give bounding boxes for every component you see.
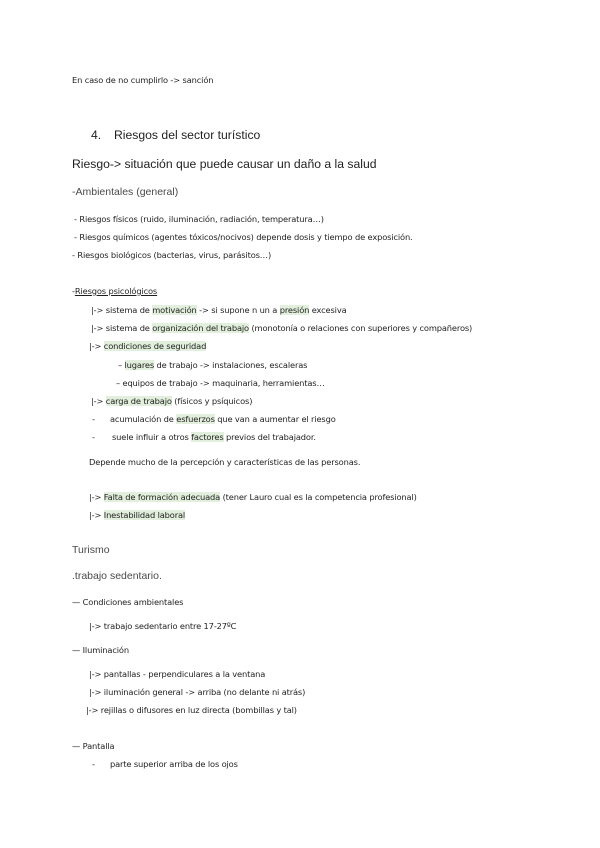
pantalla-heading: — Pantalla <box>72 741 115 751</box>
factores-bullet: - <box>92 432 95 442</box>
organizacion-prefix: |-> sistema de <box>91 323 153 333</box>
falta-suffix: (tener Lauro cual es la competencia profesional) <box>220 492 417 502</box>
parte-bullet: - <box>92 759 95 769</box>
motivacion-suffix: excesiva <box>309 305 347 315</box>
factores-suffix: previos del trabajador. <box>223 432 316 442</box>
section-4-title: Riesgos del sector turístico <box>114 128 261 142</box>
condiciones-highlight: condiciones de seguridad <box>103 341 207 351</box>
esfuerzos-highlight: esfuerzos <box>176 414 215 424</box>
falta-prefix: |-> <box>89 492 104 502</box>
carga-suffix: (físicos y psíquicos) <box>171 396 253 406</box>
esfuerzos-line <box>110 414 336 424</box>
inestabilidad-line <box>89 510 185 520</box>
riesgos-biologicos: - Riesgos biológicos (bacterias, virus, parásitos…) <box>72 250 272 260</box>
esfuerzos-prefix: acumulación de <box>110 414 177 424</box>
carga-highlight: carga de trabajo <box>105 396 172 406</box>
lugares-line <box>118 360 307 370</box>
iluminacion-general-line: |-> iluminación general -> arriba (no delante ni atrás) <box>89 687 306 697</box>
falta-highlight: Falta de formación adecuada <box>103 492 221 502</box>
ambientales-heading: -Ambientales (general) <box>72 186 179 198</box>
pantallas-line: |-> pantallas - perpendiculares a la ventana <box>89 669 266 679</box>
factores-line <box>112 432 316 442</box>
factores-highlight: factores <box>191 432 224 442</box>
organizacion-line <box>91 323 472 333</box>
sedentario-line: .trabajo sedentario. <box>72 570 162 582</box>
riesgos-fisicos: - Riesgos físicos (ruido, iluminación, radiación, temperatura…) <box>74 214 324 224</box>
depende-line: Depende mucho de la percepción y características de las personas. <box>89 457 361 467</box>
lugares-suffix: de trabajo -> instalaciones, escaleras <box>154 360 308 370</box>
equipos-line: – equipos de trabajo -> maquinaria, herramientas… <box>116 378 325 388</box>
inestabilidad-prefix: |-> <box>89 510 104 520</box>
psicologicos-text: Riesgos psicológicos <box>74 286 158 296</box>
lugares-dash: – <box>118 360 125 370</box>
condiciones-prefix: |-> <box>89 341 104 351</box>
presion-highlight: presión <box>279 305 310 315</box>
motivacion-middle: -> si supone n un a <box>196 305 280 315</box>
carga-prefix: |-> <box>91 396 106 406</box>
iluminacion-heading: — Iluminación <box>72 645 129 655</box>
condiciones-seguridad-line <box>89 341 206 351</box>
sancion-line: En caso de no cumplirlo -> sanción <box>72 75 214 85</box>
organizacion-suffix: (monotonía o relaciones con superiores y compañeros) <box>248 323 473 333</box>
motivacion-highlight: motivación <box>152 305 197 315</box>
temperatura-line: |-> trabajo sedentario entre 17-27ºC <box>89 621 237 631</box>
esfuerzos-suffix: que van a aumentar el riesgo <box>214 414 336 424</box>
inestabilidad-highlight: Inestabilidad laboral <box>103 510 186 520</box>
turismo-heading: Turismo <box>72 544 110 556</box>
falta-formacion-line <box>89 492 417 502</box>
esfuerzos-bullet: - <box>92 414 95 424</box>
condiciones-ambientales-heading: — Condiciones ambientales <box>72 597 184 607</box>
organizacion-highlight: organización del trabajo <box>152 323 249 333</box>
psicologicos-dash: - <box>72 286 75 296</box>
motivacion-line <box>91 305 347 315</box>
section-4-number: 4. <box>91 128 102 142</box>
psicologicos-heading <box>72 286 157 296</box>
riesgos-quimicos: - Riesgos químicos (agentes tóxicos/nocivos) depende dosis y tiempo de exposición. <box>74 232 413 242</box>
factores-prefix: suele influir a otros <box>112 432 192 442</box>
motivacion-prefix: |-> sistema de <box>91 305 153 315</box>
rejillas-line: |-> rejillas o difusores en luz directa (bombillas y tal) <box>86 705 297 715</box>
riesgo-definition: Riesgo-> situación que puede causar un daño a la salud <box>72 157 377 171</box>
parte-superior-line: parte superior arriba de los ojos <box>110 759 238 769</box>
carga-line <box>91 396 252 406</box>
lugares-highlight: lugares <box>124 360 155 370</box>
